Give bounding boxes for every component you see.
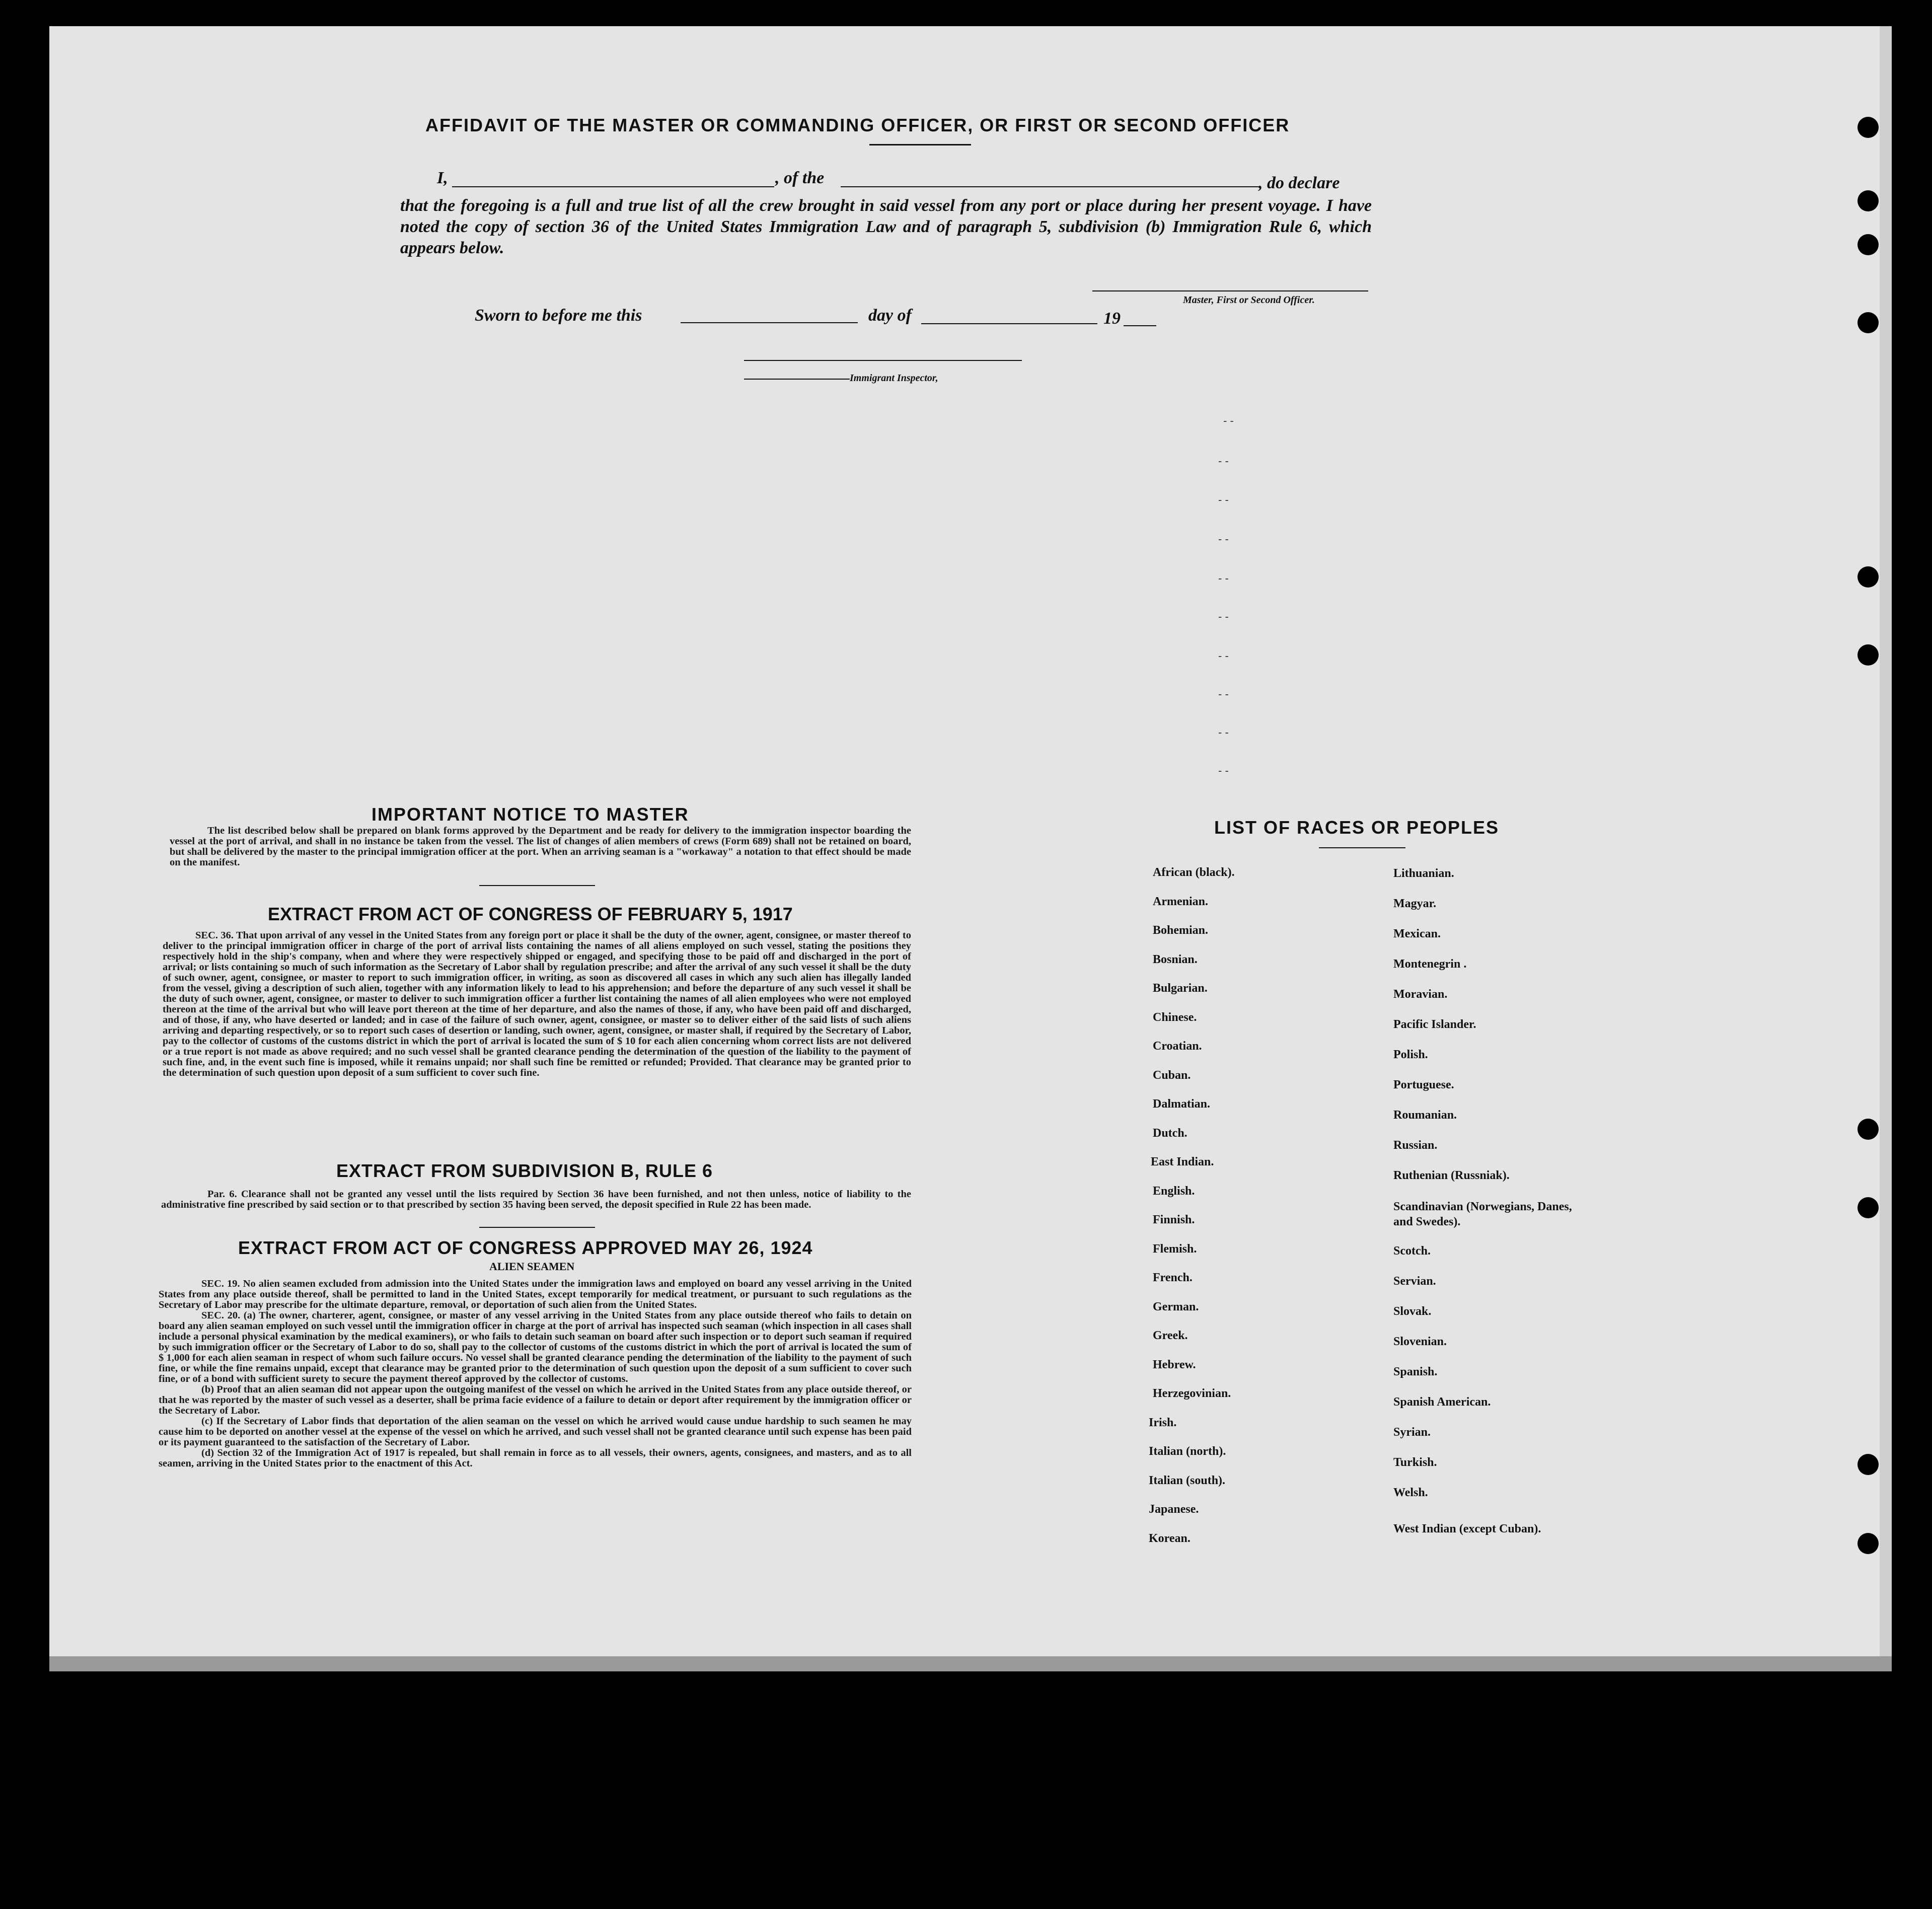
- race-item: Bulgarian.: [1153, 982, 1208, 995]
- race-item: Polish.: [1393, 1048, 1428, 1061]
- extract-rule6-title: EXTRACT FROM SUBDIVISION B, RULE 6: [336, 1160, 713, 1181]
- race-item: Ruthenian (Russniak).: [1393, 1169, 1510, 1182]
- declare-label: , do declare: [1258, 174, 1340, 192]
- race-item: Pacific Islander.: [1393, 1018, 1476, 1031]
- race-item: Irish.: [1149, 1416, 1177, 1429]
- of-the-label: , of the: [775, 169, 825, 187]
- sworn-label: Sworn to before me this: [475, 306, 642, 325]
- year-label: 19: [1103, 309, 1121, 328]
- punch-hole: [1857, 190, 1879, 211]
- race-item: Portuguese.: [1393, 1078, 1454, 1091]
- race-item: Welsh.: [1393, 1486, 1428, 1499]
- race-item: Roumanian.: [1393, 1109, 1457, 1122]
- race-item: Slovenian.: [1393, 1335, 1447, 1348]
- race-item: Korean.: [1149, 1531, 1191, 1545]
- inspector-underline: [744, 379, 850, 380]
- title-underline: [869, 144, 971, 145]
- master-signature-label: Master, First or Second Officer.: [1183, 295, 1315, 306]
- race-item: East Indian.: [1151, 1155, 1214, 1168]
- extract-1924-paragraph: (b) Proof that an alien seaman did not appear upon the outgoing manifest of the vessel on which he arrived in the United States from any place outside thereof, or that he was reported by the master of such vessel as a deserter, shall be prima facie evidence of a failure to detain or deport after requirement by the immigration officer or the Secretary of Labor.: [159, 1384, 912, 1416]
- race-item: Spanish.: [1393, 1365, 1438, 1378]
- race-item: Magyar.: [1393, 897, 1437, 910]
- extract-1917-text: SEC. 36. That upon arrival of any vessel in the United States from any foreign port or place it shall be the duty of the owner, agent, consignee, or master thereof to deliver to the principal immigration officer in charge of the port of arrival lists containing the names of all aliens employed on such vessel, stating the positions they respectively hold in the ship's company, when and where they were respectively shipped or engaged, and specifying those to be paid off and discharged in the port of arrival; or lists containing so much of such information as the Secretary of Labor shall by regulation prescribe; and after the arrival of any such vessel it shall be the duty of such owner, agent, consignee, or master to report to such immigration officer, in writing, as soon as discovered all cases in which any such alien has illegally landed from the vessel, giving a description of such alien, together with any information likely to lead to his apprehension; and before the departure of any such vessel it shall be the duty of such owner, agent, consignee, or master to deliver to such immigration officer a further list containing the names of all alien employees who were not employed thereon at the time of the arrival but who will leave port thereon at the time of her departure, and also the names of those, if any, who have been paid off and discharged, and of those, if any, who have deserted or landed; and in case of the failure of such owner, agent, consignee, or master so to deliver either of the said lists of such aliens arriving and departing respectively, or so to report such cases of desertion or landing, such owner, agent, consignee, or master shall, if required by the Secretary of Labor, pay to the collector of customs of the customs district in which the port of arrival is located the sum of $ 10 for each alien concerning whom correct lists are not delivered or a true report is not made as above required; and no such vessel shall be granted clearance pending the determination of the question of the liability to the payment of such fine, and, in the event such fine is imposed, while it remains unpaid; nor shall such fine be remitted or refunded; Provided. That clearance may be granted prior to the determination of such question upon deposit of a sum sufficient to cover such fine.: [163, 930, 911, 1078]
- section-divider: [479, 1227, 595, 1228]
- race-item: Japanese.: [1149, 1503, 1199, 1516]
- race-item: English.: [1153, 1184, 1195, 1198]
- race-item: Herzegovinian.: [1153, 1387, 1231, 1400]
- race-item: Chinese.: [1153, 1010, 1197, 1024]
- extract-1924-body: [159, 1279, 912, 1469]
- punch-hole: [1857, 1533, 1879, 1554]
- race-item: Croatian.: [1153, 1040, 1202, 1053]
- race-item: French.: [1153, 1271, 1193, 1284]
- affidavit-title: AFFIDAVIT OF THE MASTER OR COMMANDING OFFICER, OR FIRST OR SECOND OFFICER: [425, 115, 1290, 135]
- race-item: Finnish.: [1153, 1213, 1195, 1226]
- extract-1924-title: EXTRACT FROM ACT OF CONGRESS APPROVED MAY 26, 1924: [238, 1237, 813, 1258]
- notice-text: The list described below shall be prepared on blank forms approved by the Department and be ready for delivery to the immigration inspector boarding the vessel at the port of arrival, and shall in no instance be taken from the vessel. The list of changes of alien members of crews (Form 689) shall not be retained on board, but shall be delivered by the master to the principal immigration officer at the port. When an arriving seaman is a "workaway" a notation to that effect should be made on the manifest.: [170, 825, 911, 868]
- race-item: Scotch.: [1393, 1244, 1431, 1258]
- punch-hole: [1857, 566, 1879, 588]
- race-item: African (black).: [1153, 866, 1235, 879]
- race-item: German.: [1153, 1300, 1199, 1313]
- race-item: Russian.: [1393, 1139, 1438, 1152]
- race-item: Italian (south).: [1149, 1474, 1226, 1487]
- affidavit-statement: that the foregoing is a full and true list of all the crew brought in said vessel from any port or place during her present voyage. I have noted the copy of section 36 of the United States Immigration Law and of paragraph 5, subdivision (b) Immigration Rule 6, which appears below.: [400, 196, 1372, 257]
- races-title: LIST OF RACES OR PEOPLES: [1214, 817, 1500, 838]
- race-item: Montenegrin .: [1393, 958, 1467, 971]
- race-item: Italian (north).: [1149, 1445, 1226, 1458]
- race-item: Armenian.: [1153, 895, 1208, 908]
- extract-rule6-text: Par. 6. Clearance shall not be granted any vessel until the lists required by Section 36 have been furnished, and not then unless, notice of liability to the administrative fine prescribed by said section or to that prescribed by section 35 having been served, the deposit specified in Rule 22 has been made.: [161, 1189, 911, 1210]
- declarant-label: I,: [437, 169, 448, 187]
- races-underline: [1319, 847, 1405, 848]
- punch-hole: [1857, 234, 1879, 255]
- race-item: Slovak.: [1393, 1305, 1432, 1318]
- punch-hole: [1857, 1197, 1879, 1218]
- vessel-name-field[interactable]: [841, 186, 1258, 187]
- extract-1924-paragraph: SEC. 19. No alien seamen excluded from admission into the United States under the immigration laws and employed on board any vessel arriving in the United States from any place outside thereof, shall be permitted to land in the United States, except temporarily for medical treatment, or pursuant to such regulations as the Secretary of Labor may prescribe for the ultimate departure, removal, or deportation of such alien from the United States.: [159, 1278, 912, 1310]
- extract-1924-paragraph: (c) If the Secretary of Labor finds that deportation of the alien seaman on the vessel on which he arrived would cause undue hardship to such seamen he may cause him to be deported on another vessel at the expense of the vessel on which he arrived, and such vessel shall not be granted clearance until such expense has been paid or its payment guaranteed to the satisfaction of the Secretary of Labor.: [159, 1416, 912, 1448]
- extract-1924-paragraph: (d) Section 32 of the Immigration Act of 1917 is repealed, but shall remain in force as to all vessels, their owners, agents, consignees, and masters, and as to all seamen, arriving in the United States prior to the enactment of this Act.: [159, 1447, 912, 1469]
- race-item: Hebrew.: [1153, 1358, 1196, 1371]
- inspector-label: Immigrant Inspector,: [850, 373, 938, 384]
- section-divider: [479, 885, 595, 886]
- sworn-date-field[interactable]: [681, 322, 858, 323]
- race-item: Turkish.: [1393, 1456, 1437, 1469]
- race-item: Greek.: [1153, 1329, 1188, 1342]
- day-of-label: day of: [868, 306, 912, 325]
- race-item: Bohemian.: [1153, 924, 1209, 937]
- race-item: Servian.: [1393, 1275, 1436, 1288]
- master-signature-field[interactable]: [1092, 290, 1368, 291]
- alien-seamen-subtitle: ALIEN SEAMEN: [489, 1260, 575, 1273]
- race-item: Moravian.: [1393, 988, 1448, 1001]
- page-edge: [49, 1656, 1892, 1671]
- race-item: Scandinavian (Norwegians, Danes, and Swedes).: [1393, 1200, 1572, 1228]
- punch-hole: [1857, 644, 1879, 666]
- punch-hole: [1857, 1119, 1879, 1140]
- race-item: Lithuanian.: [1393, 867, 1454, 880]
- declarant-name-field[interactable]: [452, 186, 774, 187]
- inspector-signature-field[interactable]: [744, 360, 1022, 361]
- race-item: Dutch.: [1153, 1126, 1187, 1140]
- race-item: Spanish American.: [1393, 1396, 1491, 1409]
- extract-1917-title: EXTRACT FROM ACT OF CONGRESS OF FEBRUARY 5, 1917: [268, 904, 793, 924]
- race-item: Cuban.: [1153, 1068, 1191, 1082]
- extract-1924-paragraph: SEC. 20. (a) The owner, charterer, agent, consignee, or master of any vessel arriving in the United States from any place outside thereof who fails to detain on board any alien seaman employed on such vessel until the immigration officer in charge at the port of arrival has inspected such seaman (which inspection in all cases shall include a personal physical examination by the medical examiners), or who fails to detain such seaman on board after such inspection or to deport such seaman if required by such immigration officer or the Secretary of Labor to do so, shall pay to the collector of customs of the customs district in which the port of arrival is located the sum of $ 1,000 for each alien seaman in respect of whom such failure occurs. No vessel shall be granted clearance pending the determination of the liability to the payment of such fine, or while the fine remains unpaid, except that clearance may be granted prior to the determination of such question upon the deposit of a sum sufficient to cover such fine, or of a bond with sufficient surety to secure the payment thereof approved by the collector of customs.: [159, 1310, 912, 1384]
- race-item: West Indian (except Cuban).: [1393, 1522, 1541, 1535]
- sworn-month-field[interactable]: [921, 323, 1097, 324]
- race-item: Dalmatian.: [1153, 1097, 1210, 1111]
- race-item: Syrian.: [1393, 1426, 1431, 1439]
- race-item: Mexican.: [1393, 927, 1441, 940]
- race-item: Flemish.: [1153, 1242, 1197, 1256]
- punch-hole: [1857, 1454, 1879, 1475]
- sworn-year-field[interactable]: [1124, 325, 1156, 326]
- notice-title: IMPORTANT NOTICE TO MASTER: [371, 804, 689, 825]
- race-item: Bosnian.: [1153, 952, 1198, 966]
- punch-hole: [1857, 312, 1879, 333]
- punch-hole: [1857, 117, 1879, 138]
